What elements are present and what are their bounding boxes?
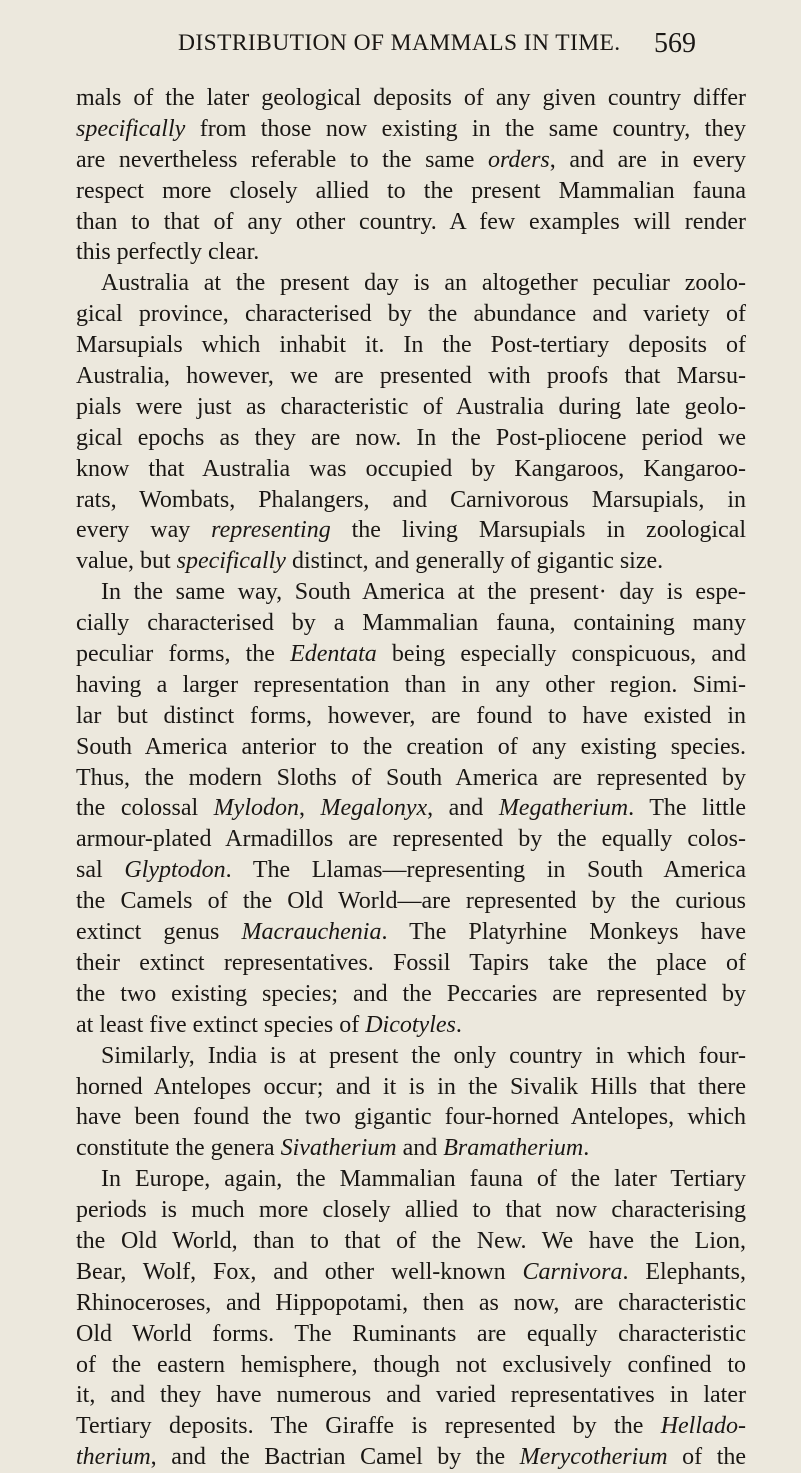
text-line bbox=[76, 268, 746, 299]
italic-term: Edentata bbox=[290, 641, 377, 668]
text-line bbox=[76, 948, 746, 979]
text-line bbox=[76, 1288, 746, 1319]
text-run: every way bbox=[76, 517, 212, 544]
text-line bbox=[76, 1072, 746, 1103]
text-run: extinct genus bbox=[76, 919, 242, 946]
text-line bbox=[76, 392, 746, 423]
text-line bbox=[76, 1010, 746, 1041]
text-line bbox=[76, 1102, 746, 1133]
text-run: , bbox=[298, 795, 321, 822]
text-run: distinct, and generally of gigantic size. bbox=[285, 548, 664, 575]
text-line bbox=[76, 1133, 746, 1164]
text-run: . bbox=[455, 1011, 462, 1038]
italic-term: Bramatherium bbox=[443, 1135, 584, 1162]
italic-term: Mylodon bbox=[213, 795, 299, 822]
text-line bbox=[76, 886, 746, 917]
text-run: Rhinoceroses, and Hippopotami, then as now, are characteristic bbox=[76, 1289, 746, 1316]
text-run: Similarly, India is at present the only country in which four- bbox=[101, 1042, 746, 1069]
text-line bbox=[76, 176, 746, 207]
text-line bbox=[76, 1380, 746, 1411]
text-run: peculiar forms, the bbox=[76, 641, 291, 668]
text-line bbox=[76, 670, 746, 701]
text-run: pials were just as characteristic of Australia during late geolo- bbox=[76, 393, 746, 420]
text-line bbox=[76, 1319, 746, 1350]
text-line bbox=[76, 917, 746, 948]
text-line bbox=[76, 330, 746, 361]
text-run: Marsupials which inhabit it. In the Post-tertiary deposits of bbox=[76, 332, 746, 359]
italic-term: Sivatherium bbox=[280, 1135, 397, 1162]
text-line bbox=[76, 639, 746, 670]
text-run: Australia, however, we are presented with proofs that Marsu- bbox=[76, 363, 746, 390]
italic-term: Macrauchenia bbox=[241, 919, 382, 946]
italic-term: Megatherium bbox=[498, 795, 629, 822]
italic-term: Megalonyx bbox=[320, 795, 428, 822]
text-line bbox=[76, 546, 746, 577]
italic-term: Carnivora bbox=[522, 1258, 623, 1285]
text-line bbox=[76, 237, 746, 268]
text-run: constitute the genera bbox=[76, 1135, 281, 1162]
text-run: the colossal bbox=[76, 795, 214, 822]
text-run: gical province, characterised by the abundance and variety of bbox=[76, 301, 746, 328]
text-line bbox=[76, 114, 746, 145]
text-run: and bbox=[396, 1135, 444, 1162]
text-run: than to that of any other country. A few examples will render bbox=[76, 208, 746, 235]
text-run: the Camels of the Old World—are represented by the curious bbox=[76, 888, 746, 915]
text-line bbox=[76, 1226, 746, 1257]
text-run: . The little bbox=[628, 795, 747, 822]
text-line bbox=[76, 979, 746, 1010]
text-line bbox=[76, 1041, 746, 1072]
text-run: gical epochs as they are now. In the Post-pliocene period we bbox=[76, 424, 746, 451]
text-run: Old World forms. The Ruminants are equally characteristic bbox=[76, 1320, 746, 1347]
text-line bbox=[76, 732, 746, 763]
text-run: South America anterior to the creation of any existing species. bbox=[76, 733, 746, 760]
text-run: mals of the later geological deposits of any given country differ bbox=[76, 85, 746, 111]
italic-term: representing bbox=[211, 517, 331, 544]
text-run: value, but bbox=[76, 548, 177, 575]
text-line bbox=[76, 824, 746, 855]
text-line bbox=[76, 1442, 746, 1473]
text-line bbox=[76, 207, 746, 238]
text-line bbox=[76, 299, 746, 330]
text-run: the two existing species; and the Peccaries are represented by bbox=[76, 980, 746, 1007]
text-line bbox=[76, 577, 746, 608]
text-line bbox=[76, 361, 746, 392]
text-run: this perfectly clear. bbox=[76, 239, 260, 266]
text-line bbox=[76, 1257, 746, 1288]
text-line bbox=[76, 1195, 746, 1226]
italic-term: Merycotherium bbox=[519, 1444, 668, 1471]
text-run: lar but distinct forms, however, are found to have existed in bbox=[76, 702, 746, 729]
text-run: the living Marsupials in zoological bbox=[330, 517, 747, 544]
text-run: of the eastern hemisphere, though not exclusively confined to bbox=[76, 1351, 746, 1378]
text-line bbox=[76, 763, 746, 794]
text-run: Bear, Wolf, Fox, and other well-known bbox=[76, 1258, 523, 1285]
text-run: , and are in every bbox=[549, 146, 746, 173]
text-run: , and the Bactrian Camel by the bbox=[150, 1444, 520, 1471]
text-line bbox=[76, 1350, 746, 1381]
text-line bbox=[76, 83, 746, 114]
text-line bbox=[76, 793, 746, 824]
text-run: the Old World, than to that of the New. We have the Lion, bbox=[76, 1227, 746, 1254]
page-number: 569 bbox=[654, 28, 696, 59]
text-run: it, and they have numerous and varied representatives in later bbox=[76, 1382, 746, 1409]
text-run: . Elephants, bbox=[622, 1258, 746, 1285]
text-run: Thus, the modern Sloths of South America are represented by bbox=[76, 764, 746, 791]
running-header: DISTRIBUTION OF MAMMALS IN TIME. bbox=[178, 30, 621, 56]
text-run: from those now existing in the same country, they bbox=[185, 115, 746, 142]
italic-term: Glyptodon bbox=[124, 857, 226, 884]
text-run: armour-plated Armadillos are represented by the equally colos- bbox=[76, 826, 746, 853]
text-run: . The Llamas—representing in South America bbox=[225, 857, 746, 884]
text-run: have been found the two gigantic four-horned Antelopes, which bbox=[76, 1104, 746, 1131]
text-run: are nevertheless referable to the same bbox=[76, 146, 488, 173]
text-run: periods is much more closely allied to that now characterising bbox=[76, 1197, 746, 1224]
text-line bbox=[76, 485, 746, 516]
text-line bbox=[76, 608, 746, 639]
text-run: . bbox=[583, 1135, 590, 1162]
text-line bbox=[76, 701, 746, 732]
italic-term: orders bbox=[487, 146, 550, 173]
text-run: of the bbox=[667, 1444, 747, 1471]
text-run: . The Platyrhine Monkeys have bbox=[381, 919, 746, 946]
italic-term: Dicotyles bbox=[365, 1011, 456, 1038]
text-run: In Europe, again, the Mammalian fauna of the later Tertiary bbox=[101, 1166, 746, 1193]
text-run: Tertiary deposits. The Giraffe is represented by the bbox=[76, 1413, 661, 1440]
text-line bbox=[76, 855, 746, 886]
text-line bbox=[76, 1164, 746, 1195]
text-run: being especially conspicuous, and bbox=[376, 641, 746, 668]
italic-term: specifically bbox=[176, 548, 286, 575]
text-run: cially characterised by a Mammalian fauna, containing many bbox=[76, 610, 746, 637]
text-run: their extinct representatives. Fossil Tapirs take the place of bbox=[76, 949, 746, 976]
text-run: having a larger representation than in any other region. Simi- bbox=[76, 671, 746, 698]
text-run: at least five extinct species of bbox=[76, 1011, 366, 1038]
text-run: respect more closely allied to the present Mammalian fauna bbox=[76, 177, 746, 204]
text-run: horned Antelopes occur; and it is in the Sivalik Hills that there bbox=[76, 1073, 746, 1100]
text-run: sal bbox=[76, 857, 125, 884]
text-line bbox=[76, 454, 746, 485]
text-run: In the same way, South America at the present· day is espe- bbox=[101, 579, 746, 606]
text-line bbox=[76, 1411, 746, 1442]
text-run: know that Australia was occupied by Kangaroos, Kangaroo- bbox=[76, 455, 746, 482]
italic-term: therium bbox=[76, 1444, 151, 1471]
text-run: Australia at the present day is an altogether peculiar zoolo- bbox=[101, 270, 746, 297]
italic-term: specifically bbox=[76, 115, 186, 142]
text-line bbox=[76, 515, 746, 546]
text-line bbox=[76, 145, 746, 176]
text-run: rats, Wombats, Phalangers, and Carnivorous Marsupials, in bbox=[76, 486, 746, 513]
body-text bbox=[76, 83, 746, 1473]
text-line bbox=[76, 423, 746, 454]
italic-term: Hellado- bbox=[660, 1413, 746, 1440]
text-run: , and bbox=[427, 795, 499, 822]
